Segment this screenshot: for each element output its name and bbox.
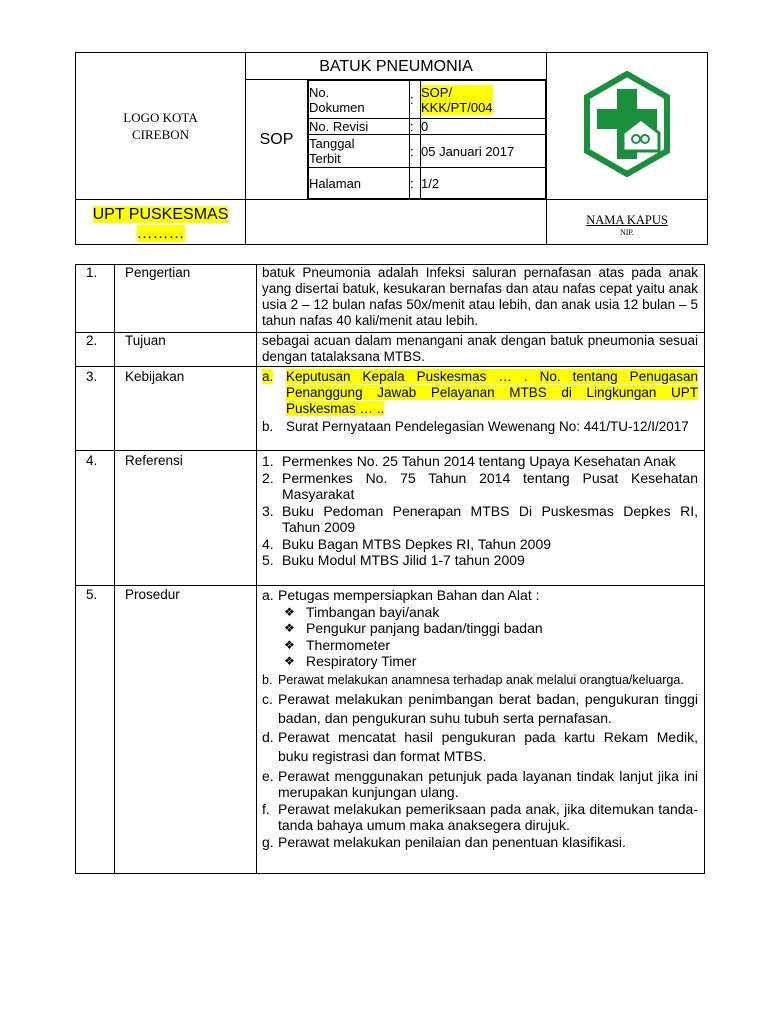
bullet-text: Timbangan bayi/anak [306, 603, 440, 620]
diamond-bullet-icon: ❖ [284, 654, 295, 668]
list-item [262, 503, 698, 536]
meta-sep: : [410, 168, 421, 199]
item-label: 5. [262, 552, 274, 568]
item-text: Keputusan Kepala Puskesmas … . No. tentang Penugasan Penanggung Jawab Pelayanan MTBS di Lingkungan UPT Puskesmas … .. [286, 369, 698, 416]
item-text: Perawat menggunakan petunjuk pada layanan tindak lanjut jika ini merupakan kunjungan ulang. [278, 767, 698, 800]
kapus-cell [547, 200, 708, 245]
kapus-nip: NIP. [619, 228, 634, 237]
list-item [262, 453, 698, 470]
item-label: 4. [262, 535, 274, 552]
item-text: Perawat melakukan pemeriksaan pada anak, jika ditemukan tanda-tanda bahaya umum maka anaksegera dirujuk. [278, 800, 698, 833]
list-item [262, 690, 698, 728]
meta-label-page: Halaman [309, 168, 410, 199]
section-content [257, 451, 705, 586]
kapus-name: NAMA KAPUS [586, 213, 668, 227]
section-number: 2. [76, 333, 115, 367]
meta-sep: : [410, 119, 421, 135]
item-text: Surat Pernyataan Pendelegasian Wewenang No: 441/TU-12/I/2017 [286, 419, 689, 434]
document-meta [308, 80, 546, 199]
section-content [257, 586, 705, 874]
item-label: 1. [262, 453, 274, 469]
item-label: c. [262, 690, 273, 707]
item-text: Perawat mencatat hasil pengukuran pada kartu Rekam Medik, buku registrasi dan format MTBS. [278, 728, 698, 764]
meta-label-doc-no: No. Dokumen [309, 81, 410, 119]
list-item [262, 419, 698, 435]
upt-dots: ……… [136, 225, 185, 242]
section-title: Kebijakan [115, 367, 257, 451]
city-logo-placeholder: LOGO KOTA CIREBON [123, 110, 198, 142]
item-text: Petugas mempersiapkan Bahan dan Alat : [278, 587, 540, 603]
item-label: b. [262, 672, 273, 687]
item-text: Perawat melakukan penimbangan berat badan, pengukuran tinggi badan, dan pengukuran suhu tubuh serta pernafasan. [278, 690, 698, 726]
list-item [262, 801, 698, 834]
list-item [262, 552, 698, 569]
document-title: BATUK PNEUMONIA [246, 53, 546, 80]
diamond-bullet-icon: ❖ [284, 604, 295, 619]
list-item [262, 834, 698, 851]
list-item [262, 587, 698, 604]
bullet-text: Respiratory Timer [306, 653, 417, 669]
title-block [246, 53, 547, 200]
bullet-item [262, 604, 698, 621]
bullet-item [262, 653, 698, 670]
item-label: g. [262, 833, 274, 850]
item-label: 3. [262, 502, 274, 519]
item-label: f. [262, 800, 270, 817]
bullet-text: Pengukur panjang badan/tinggi badan [306, 620, 543, 636]
section-row [76, 451, 705, 586]
item-text: Buku Bagan MTBS Depkes RI, Tahun 2009 [282, 535, 552, 552]
diamond-bullet-icon: ❖ [284, 621, 295, 635]
meta-sep: : [410, 135, 421, 168]
item-text: Permenkes No. 75 Tahun 2014 tentang Pusat Kesehatan Masyarakat [282, 469, 698, 502]
section-number: 5. [76, 586, 115, 874]
meta-value-revision: 0 [421, 119, 546, 135]
meta-label-revision: No. Revisi [309, 119, 410, 135]
upt-name: UPT PUSKESMAS [92, 206, 229, 223]
section-row [76, 333, 705, 367]
list-item [262, 671, 698, 690]
meta-value-date: 05 Januari 2017 [421, 135, 546, 168]
list-item [262, 536, 698, 553]
list-item [262, 768, 698, 801]
sop-body-table [75, 264, 705, 874]
list-item [262, 369, 698, 417]
section-title: Tujuan [115, 333, 257, 367]
section-content [257, 367, 705, 451]
section-title: Prosedur [115, 586, 257, 874]
section-content: sebagai acuan dalam menangani anak dengan batuk pneumonia sesuai dengan tatalaksana MTBS. [257, 333, 705, 367]
item-label: b. [262, 419, 274, 434]
section-title: Referensi [115, 451, 257, 586]
list-item [262, 470, 698, 503]
item-label: 2. [262, 469, 274, 486]
bullet-text: Thermometer [306, 636, 391, 653]
header-table [75, 52, 708, 245]
item-label: d. [262, 728, 274, 745]
item-text: Buku Modul MTBS Jilid 1-7 tahun 2009 [282, 552, 525, 568]
meta-sep: : [410, 81, 421, 119]
section-number: 4. [76, 451, 115, 586]
city-logo-cell [76, 53, 246, 200]
meta-label-date: Tanggal Terbit [309, 135, 410, 168]
item-text: Buku Pedoman Penerapan MTBS Di Puskesmas Depkes RI, Tahun 2009 [282, 502, 698, 535]
item-label: a. [262, 587, 274, 603]
section-number: 3. [76, 367, 115, 451]
item-text: Perawat melakukan anamnesa terhadap anak melalui orangtua/keluarga. [278, 672, 684, 687]
section-row [76, 265, 705, 333]
section-content: batuk Pneumonia adalah Infeksi saluran pernafasan atas pada anak yang disertai batuk, kesukaran bernafas dan atau nafas cepat yaitu anak usia 2 – 12 bulan nafas 50x/menit atau lebih, dan anak usia 12 bulan – 5 tahun nafas 40 kali/menit atau lebih. [257, 265, 705, 333]
section-row [76, 586, 705, 874]
section-number: 1. [76, 265, 115, 333]
section-title: Pengertian [115, 265, 257, 333]
puskesmas-logo-icon [583, 71, 671, 177]
item-text: Perawat melakukan penilaian dan penentuan klasifikasi. [278, 833, 626, 850]
sop-label: SOP [246, 80, 308, 199]
upt-cell [76, 200, 246, 245]
puskesmas-logo-cell [547, 53, 708, 200]
bullet-item [262, 620, 698, 637]
meta-value-page: 1/2 [421, 168, 546, 199]
item-label: a. [262, 369, 274, 384]
blank-cell [246, 200, 547, 245]
item-label: e. [262, 767, 274, 784]
diamond-bullet-icon: ❖ [284, 637, 295, 652]
bullet-item [262, 637, 698, 654]
list-item [262, 728, 698, 766]
item-text: Permenkes No. 25 Tahun 2014 tentang Upaya Kesehatan Anak [282, 453, 676, 469]
meta-value-doc-no: SOP/ KKK/PT/004 [421, 84, 493, 115]
section-row [76, 367, 705, 451]
